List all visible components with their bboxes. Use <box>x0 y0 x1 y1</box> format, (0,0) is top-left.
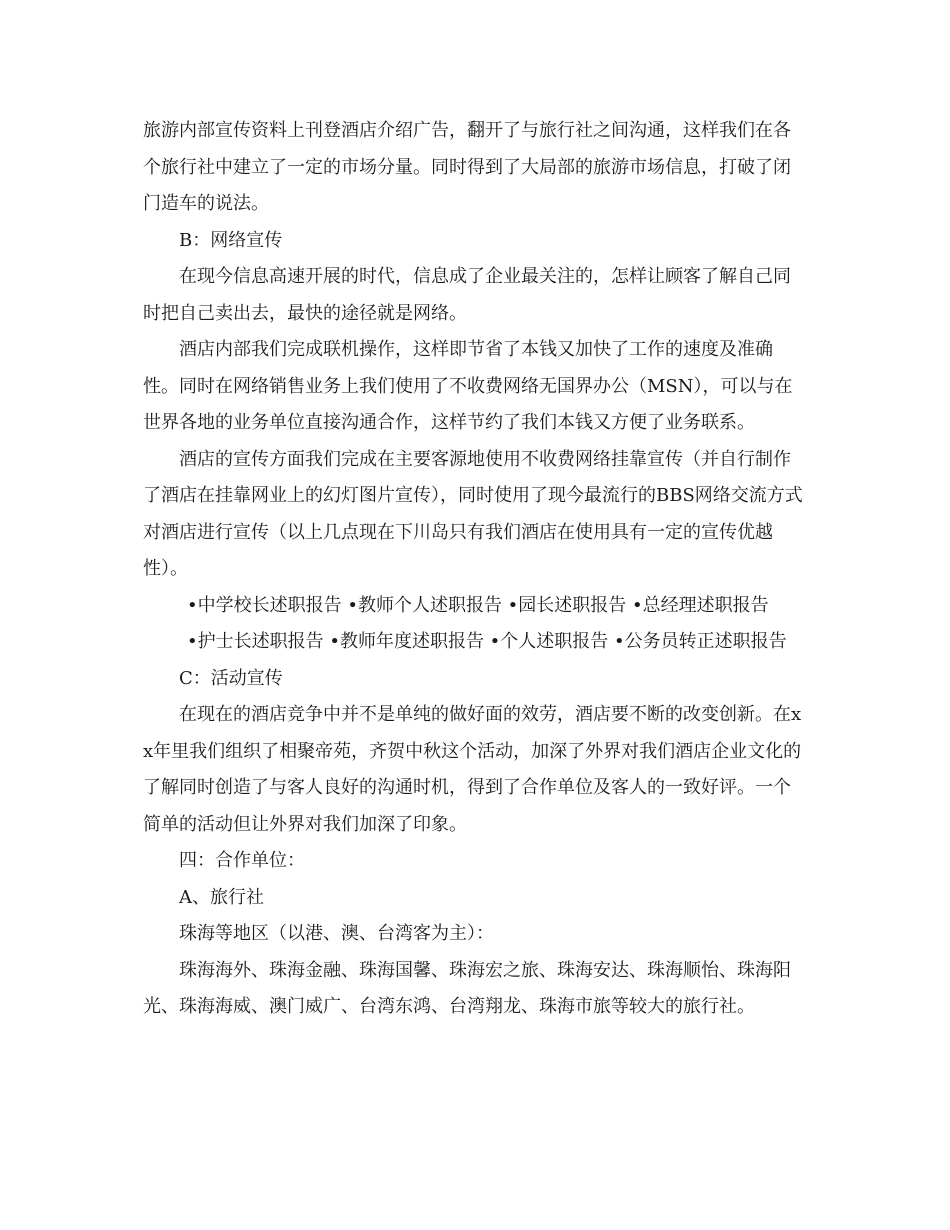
heading-partners: 四：合作单位： <box>179 850 305 871</box>
heading-event-promo: C：活动宣传 <box>179 667 283 689</box>
heading-travel-agencies: A、旅行社 <box>179 886 264 908</box>
paragraph-travel-promo: 旅游内部宣传资料上刊登酒店介绍广告，翻开了与旅行社之间沟通，这样我们在各个旅行社中建立了一定的市场分量。同时得到了大局部的旅游市场信息，打破了闭门造车的说法。 <box>143 120 791 214</box>
paragraph-agency-list: 珠海海外、珠海金融、珠海国馨、珠海宏之旅、珠海安达、珠海顺怡、珠海阳光、珠海海威、澳门威广、台湾东鸿、台湾翔龙、珠海市旅等较大的旅行社。 <box>143 959 791 1017</box>
heading-network-promo: B：网络宣传 <box>179 229 283 251</box>
related-links-row-2[interactable]: •护士长述职报告 •教师年度述职报告 •个人述职报告 •公务员转正述职报告 <box>187 631 787 652</box>
document-body <box>143 113 808 1026</box>
paragraph-online-operations: 酒店内部我们完成联机操作，这样即节省了本钱又加快了工作的速度及准确性。同时在网络销售业务上我们使用了不收费网络无国界办公（MSN），可以与在世界各地的业务单位直接沟通合作，这样节约了我们本钱又方便了业务联系。 <box>143 339 793 433</box>
related-links-row-1[interactable]: •中学校长述职报告 •教师个人述职报告 •园长述职报告 •总经理述职报告 <box>187 594 769 616</box>
paragraph-region: 珠海等地区（以港、澳、台湾客为主）： <box>179 923 494 944</box>
paragraph-event-details: 在现在的酒店竞争中并不是单纯的做好面的效劳，酒店要不断的改变创新。在xx年里我们组织了相聚帝苑，齐贺中秋这个活动，加深了外界对我们酒店企业文化的了解同时创造了与客人良好的沟通时机，得到了合作单位及客人的一致好评。一个简单的活动但让外界对我们加深了印象。 <box>143 704 802 835</box>
paragraph-network-intro: 在现今信息高速开展的时代，信息成了企业最关注的，怎样让顾客了解自己同时把自己卖出去，最快的途径就是网络。 <box>143 266 791 324</box>
paragraph-hotel-web-promo: 酒店的宣传方面我们完成在主要客源地使用不收费网络挂靠宣传（并自行制作了酒店在挂靠网业上的幻灯图片宣传），同时使用了现今最流行的BBS网络交流方式对酒店进行宣传（以上几点现在下川岛只有我们酒店在使用具有一定的宣传优越性）。 <box>143 448 803 579</box>
